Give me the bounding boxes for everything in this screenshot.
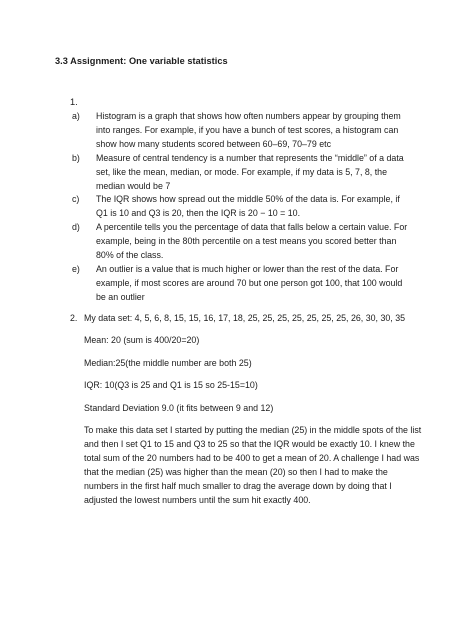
list-item-letter: b) [72,152,80,163]
list-item-text: Histogram is a graph that shows how often numbers appear by grouping them into ranges. For example, if you have a bunch of test scores, a histogram can show how many students scored between 60–69, 70–79 etc [96,111,401,149]
list-item-text: The IQR shows how spread out the middle 50% of the data is. For example, if Q1 is 10 and Q3 is 20, then the IQR is 20 − 10 = 10. [96,194,400,219]
question-1-number: 1. [70,97,78,107]
list-item-text: Measure of central tendency is a number that represents the “middle” of a data set, like the mean, median, or mode. For example, if my data is 5, 7, 8, the median would be 7 [96,152,404,191]
list-item-letter: d) [72,222,80,233]
data-set-line: My data set: 4, 5, 6, 8, 15, 15, 16, 17, 18, 25, 25, 25, 25, 25, 25, 25, 26, 30, 30, 35 [84,313,406,323]
list-item-letter: e) [72,263,80,274]
question-2-number: 2. [70,313,78,323]
standard-deviation-line: Standard Deviation 9.0 (it fits between 9 and 12) [84,403,274,413]
list-item [72,193,412,221]
list-item [72,110,412,152]
page-title: 3.3 Assignment: One variable statistics [55,56,228,66]
median-line: Median:25(the middle number are both 25) [84,358,252,368]
list-item-letter: a) [72,111,80,121]
iqr-line: IQR: 10(Q3 is 25 and Q1 is 15 so 25-15=10) [84,380,258,390]
list-item [72,263,412,305]
question-1-list [72,110,412,305]
mean-line: Mean: 20 (sum is 400/20=20) [84,335,200,345]
list-item [72,152,412,194]
explanation-paragraph: To make this data set I started by putting the median (25) in the middle spots of the list and then I set Q1 to 15 and Q3 to 25 so that the IQR would be exactly 10. I knew the total sum of the 20 numbers had to be 400 to get a mean of 20. A challenge I had was that the median (25) was higher than the mean (20) so then I had to make the numbers in the first half much smaller to drag the average down by doing that I adjusted the lowest numbers until the sum hit exactly 400. [84,425,422,505]
list-item-text: A percentile tells you the percentage of data that falls below a certain value. For example, being in the 80th percentile on a test means you scored better than 80% of the class. [96,222,408,261]
list-item [72,221,412,263]
list-item-letter: c) [72,194,80,205]
list-item-text: An outlier is a value that is much higher or lower than the rest of the data. For example, if most scores are around 70 but one person got 100, that 100 would be an outlier [96,263,403,302]
